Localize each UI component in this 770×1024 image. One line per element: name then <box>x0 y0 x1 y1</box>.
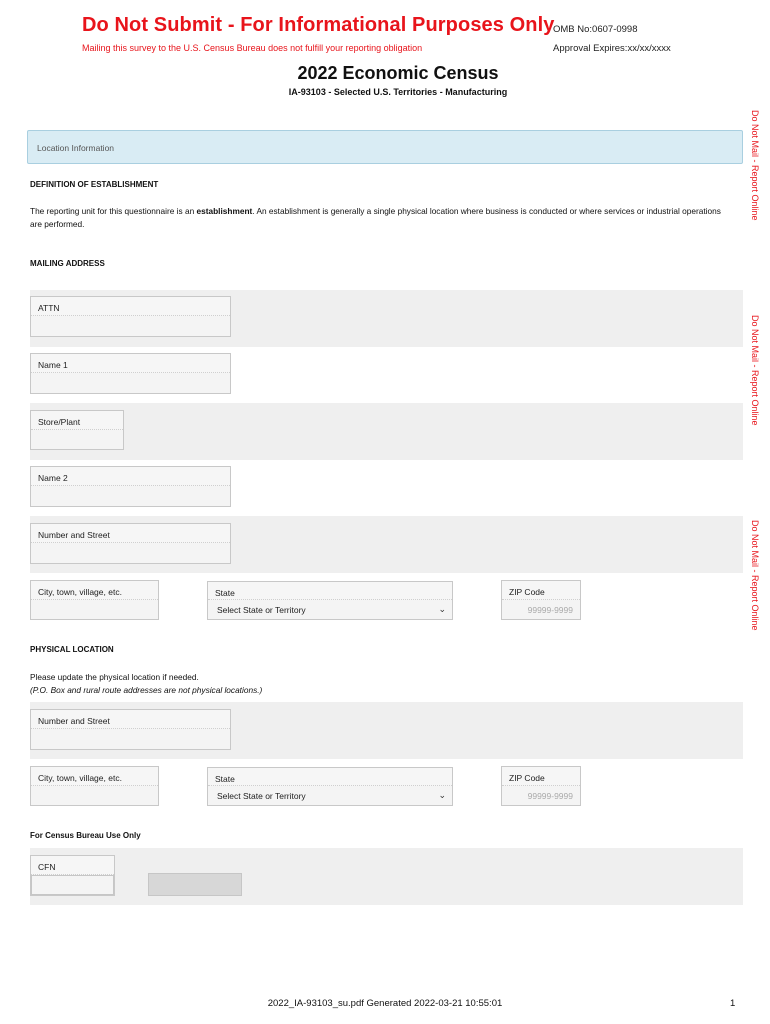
physical-location-heading: PHYSICAL LOCATION <box>30 645 114 654</box>
location-information-section[interactable] <box>27 130 743 164</box>
name2-label: Name 2 <box>31 467 230 486</box>
mailing-city-label: City, town, village, etc. <box>31 581 158 600</box>
cfn-field <box>30 855 115 896</box>
page-subtitle: IA-93103 - Selected U.S. Territories - Manufacturing <box>288 87 508 97</box>
mailing-street-field[interactable] <box>30 523 231 564</box>
chevron-down-icon: ⌄ <box>438 790 446 800</box>
section-label: Location Information <box>37 143 115 153</box>
page-title: 2022 Economic Census <box>297 63 499 83</box>
physical-location-note: Please update the physical location if needed. <box>30 672 199 682</box>
store-plant-label: Store/Plant <box>31 411 123 430</box>
physical-state-select[interactable] <box>208 786 452 805</box>
mailing-state-select[interactable] <box>208 600 452 619</box>
side-warning: Do Not Mail - Report Online <box>750 315 760 426</box>
mailing-zip-input[interactable]: 99999-9999 <box>502 600 580 619</box>
physical-street-input[interactable] <box>31 729 230 749</box>
mailing-city-field[interactable] <box>30 580 159 620</box>
definition-text: The reporting unit for this questionnaire is an establishment. An establishment is generally a single physical location where business is conducted or where services or industrial operations are performed. <box>30 206 721 229</box>
store-plant-field[interactable] <box>30 410 124 450</box>
mailing-zip-label: ZIP Code <box>502 581 580 600</box>
mailing-zip-field[interactable] <box>501 580 581 620</box>
warning-title: Do Not Submit - For Informational Purposes Only <box>82 14 555 36</box>
mailing-state-selected: Select State or Territory <box>217 605 306 615</box>
definition-heading: DEFINITION OF ESTABLISHMENT <box>30 180 159 189</box>
name1-input[interactable] <box>31 373 230 393</box>
mailing-state-field[interactable] <box>207 581 453 620</box>
physical-state-selected: Select State or Territory <box>217 791 306 801</box>
census-use-heading: For Census Bureau Use Only <box>30 831 141 840</box>
chevron-down-icon: ⌄ <box>438 604 446 614</box>
cfn-input <box>31 875 114 895</box>
name1-label: Name 1 <box>31 354 230 373</box>
approval-expiration: Approval Expires:xx/xx/xxxx <box>553 43 671 54</box>
warning-subtitle: Mailing this survey to the U.S. Census Bureau does not fulfill your reporting obligation <box>82 43 423 53</box>
mailing-state-label: State <box>208 582 452 600</box>
physical-city-label: City, town, village, etc. <box>31 767 158 786</box>
attn-label: ATTN <box>31 297 230 316</box>
physical-city-input[interactable] <box>31 786 158 805</box>
establishment-term: establishment <box>196 206 253 216</box>
footer-generated: 2022_IA-93103_su.pdf Generated 2022-03-21 10:55:01 <box>267 998 503 1009</box>
physical-street-field[interactable] <box>30 709 231 750</box>
page-number: 1 <box>730 998 736 1009</box>
physical-street-label: Number and Street <box>31 710 230 729</box>
physical-state-field[interactable] <box>207 767 453 806</box>
physical-location-note-italic: (P.O. Box and rural route addresses are not physical locations.) <box>30 685 263 695</box>
omb-number: OMB No:0607-0998 <box>553 24 638 35</box>
attn-field[interactable] <box>30 296 231 337</box>
physical-zip-field[interactable] <box>501 766 581 806</box>
mailing-address-heading: MAILING ADDRESS <box>30 259 105 268</box>
physical-state-label: State <box>208 768 452 786</box>
name1-field[interactable] <box>30 353 231 394</box>
side-warning: Do Not Mail - Report Online <box>750 110 760 221</box>
physical-city-field[interactable] <box>30 766 159 806</box>
mailing-city-input[interactable] <box>31 600 158 619</box>
cfn-check-field <box>148 873 242 896</box>
name2-field[interactable] <box>30 466 231 507</box>
mailing-street-label: Number and Street <box>31 524 230 543</box>
name2-input[interactable] <box>31 486 230 506</box>
store-row <box>30 403 743 460</box>
store-plant-input[interactable] <box>31 430 123 449</box>
cfn-label: CFN <box>31 856 114 875</box>
physical-zip-input[interactable]: 99999-9999 <box>502 786 580 805</box>
mailing-street-input[interactable] <box>31 543 230 563</box>
attn-input[interactable] <box>31 316 230 336</box>
side-warning: Do Not Mail - Report Online <box>750 520 760 631</box>
physical-zip-label: ZIP Code <box>502 767 580 786</box>
cfn-row <box>30 848 743 905</box>
